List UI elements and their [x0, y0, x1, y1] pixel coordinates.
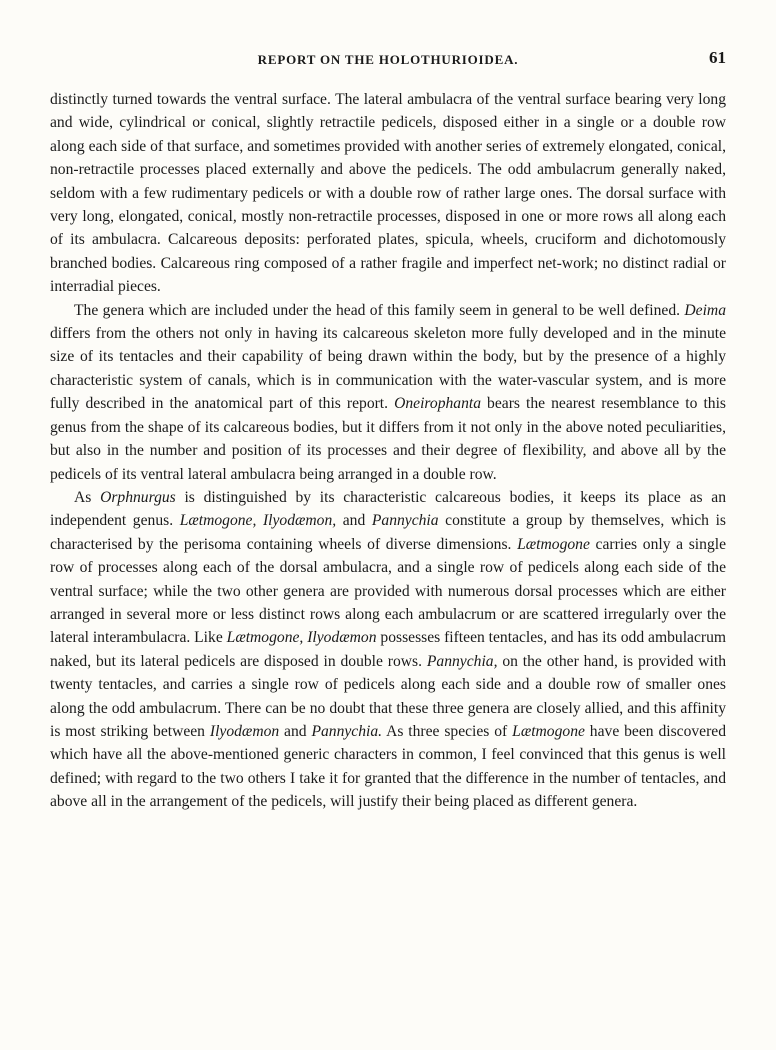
- italic-genus-name: Pannychia.: [311, 722, 383, 740]
- running-header: [50, 48, 726, 74]
- text-run: bears the nearest resemblance to this genus from the shape of its calcareous bodies, but it differs from it not only in the above noted peculiarities, but also in the number and position of its processes and their degree of flexibility, and above all by the pedicels of its ventral lateral ambulacra being arranged in a double row.: [50, 395, 726, 483]
- text-run: possesses fifteen tentacles, and has its odd ambulacrum naked, but its lateral pedicels are disposed in double rows.: [50, 629, 726, 670]
- text-run: have been discovered which have all the above-mentioned generic characters in common, I feel convinced that this genus is well defined; with regard to the two others I take it for granted that the difference in the number of tentacles, and above all in the arrangement of the pedicels, will justify their being placed as different genera.: [50, 722, 726, 811]
- italic-genus-name: Lætmogone: [512, 722, 585, 740]
- document-page: [50, 48, 726, 814]
- italic-genus-name: Lætmogone, Ilyodæmon: [226, 629, 377, 647]
- paragraph: [50, 88, 726, 299]
- text-run: and: [336, 512, 372, 530]
- text-run: As three species of: [382, 722, 513, 740]
- page-number: 61: [709, 48, 726, 67]
- text-run: and: [279, 722, 312, 740]
- text-run: differs from the others not only in having its calcareous skeleton more fully developed and in the minute size of its tentacles and their capability of being drawn within the body, but by the presence of a highly characteristic system of canals, which is in communication with the water-vascular system, and is more fully described in the anatomical part of this report.: [50, 325, 726, 413]
- text-run: carries only a single row of processes along each of the dorsal ambulacra, and a single row of pedicels along each side of the ventral surface; while the two other genera are provided with numerous dorsal processes which are either arranged in several more or less distinct rows along each ambulacrum or are scattered irregularly over the lateral interambulacra. Like: [50, 535, 726, 647]
- italic-genus-name: Deima: [684, 301, 726, 319]
- italic-genus-name: Pannychia,: [426, 652, 498, 670]
- text-run: constitute a group by themselves, which is characterised by the perisoma containing wheels of diverse dimensions.: [50, 512, 726, 553]
- running-title: REPORT ON THE HOLOTHURIOIDEA.: [257, 52, 519, 67]
- italic-genus-name: Pannychia: [371, 512, 439, 530]
- text-run: on the other hand, is provided with twenty tentacles, and carries a single row of pedicels along each side and a double row of smaller ones along the odd ambulacrum. There can be no doubt that these three genera are closely allied, and this affinity is most striking between: [50, 652, 726, 740]
- paragraph: [50, 299, 726, 486]
- italic-genus-name: Lætmogone: [517, 535, 590, 553]
- italic-genus-name: Orphnurgus: [100, 488, 176, 506]
- text-run: is distinguished by its characteristic calcareous bodies, it keeps its place as an independent genus.: [50, 488, 726, 530]
- italic-genus-name: Lætmogone, Ilyodæmon,: [179, 512, 337, 530]
- italic-genus-name: Ilyodæmon: [209, 722, 280, 740]
- paragraph: [50, 486, 726, 814]
- text-run: The genera which are included under the head of this family seem in general to be well defined.: [74, 301, 685, 319]
- italic-genus-name: Oneirophanta: [394, 395, 482, 413]
- text-run: As: [74, 488, 101, 506]
- text-run: distinctly turned towards the ventral surface. The lateral ambulacra of the ventral surface bearing very long and wide, cylindrical or conical, slightly retractile pedicels, disposed either in a single or a double row along each side of that surface, and sometimes provided with another series of extremely elongated, conical, non-retractile processes placed externally and above the pedicels. The odd ambulacrum generally naked, seldom with a few rudimentary pedicels or with a double row of rather large ones. The dorsal surface with very long, elongated, conical, mostly non-retractile processes, disposed in one or more rows all along each of its ambulacra. Calcareous deposits: perforated plates, spicula, wheels, cruciform and dichotomously branched bodies. Calcareous ring composed of a rather fragile and imperfect net-work; no distinct radial or interradial pieces.: [50, 91, 726, 296]
- body-text: [50, 88, 726, 814]
